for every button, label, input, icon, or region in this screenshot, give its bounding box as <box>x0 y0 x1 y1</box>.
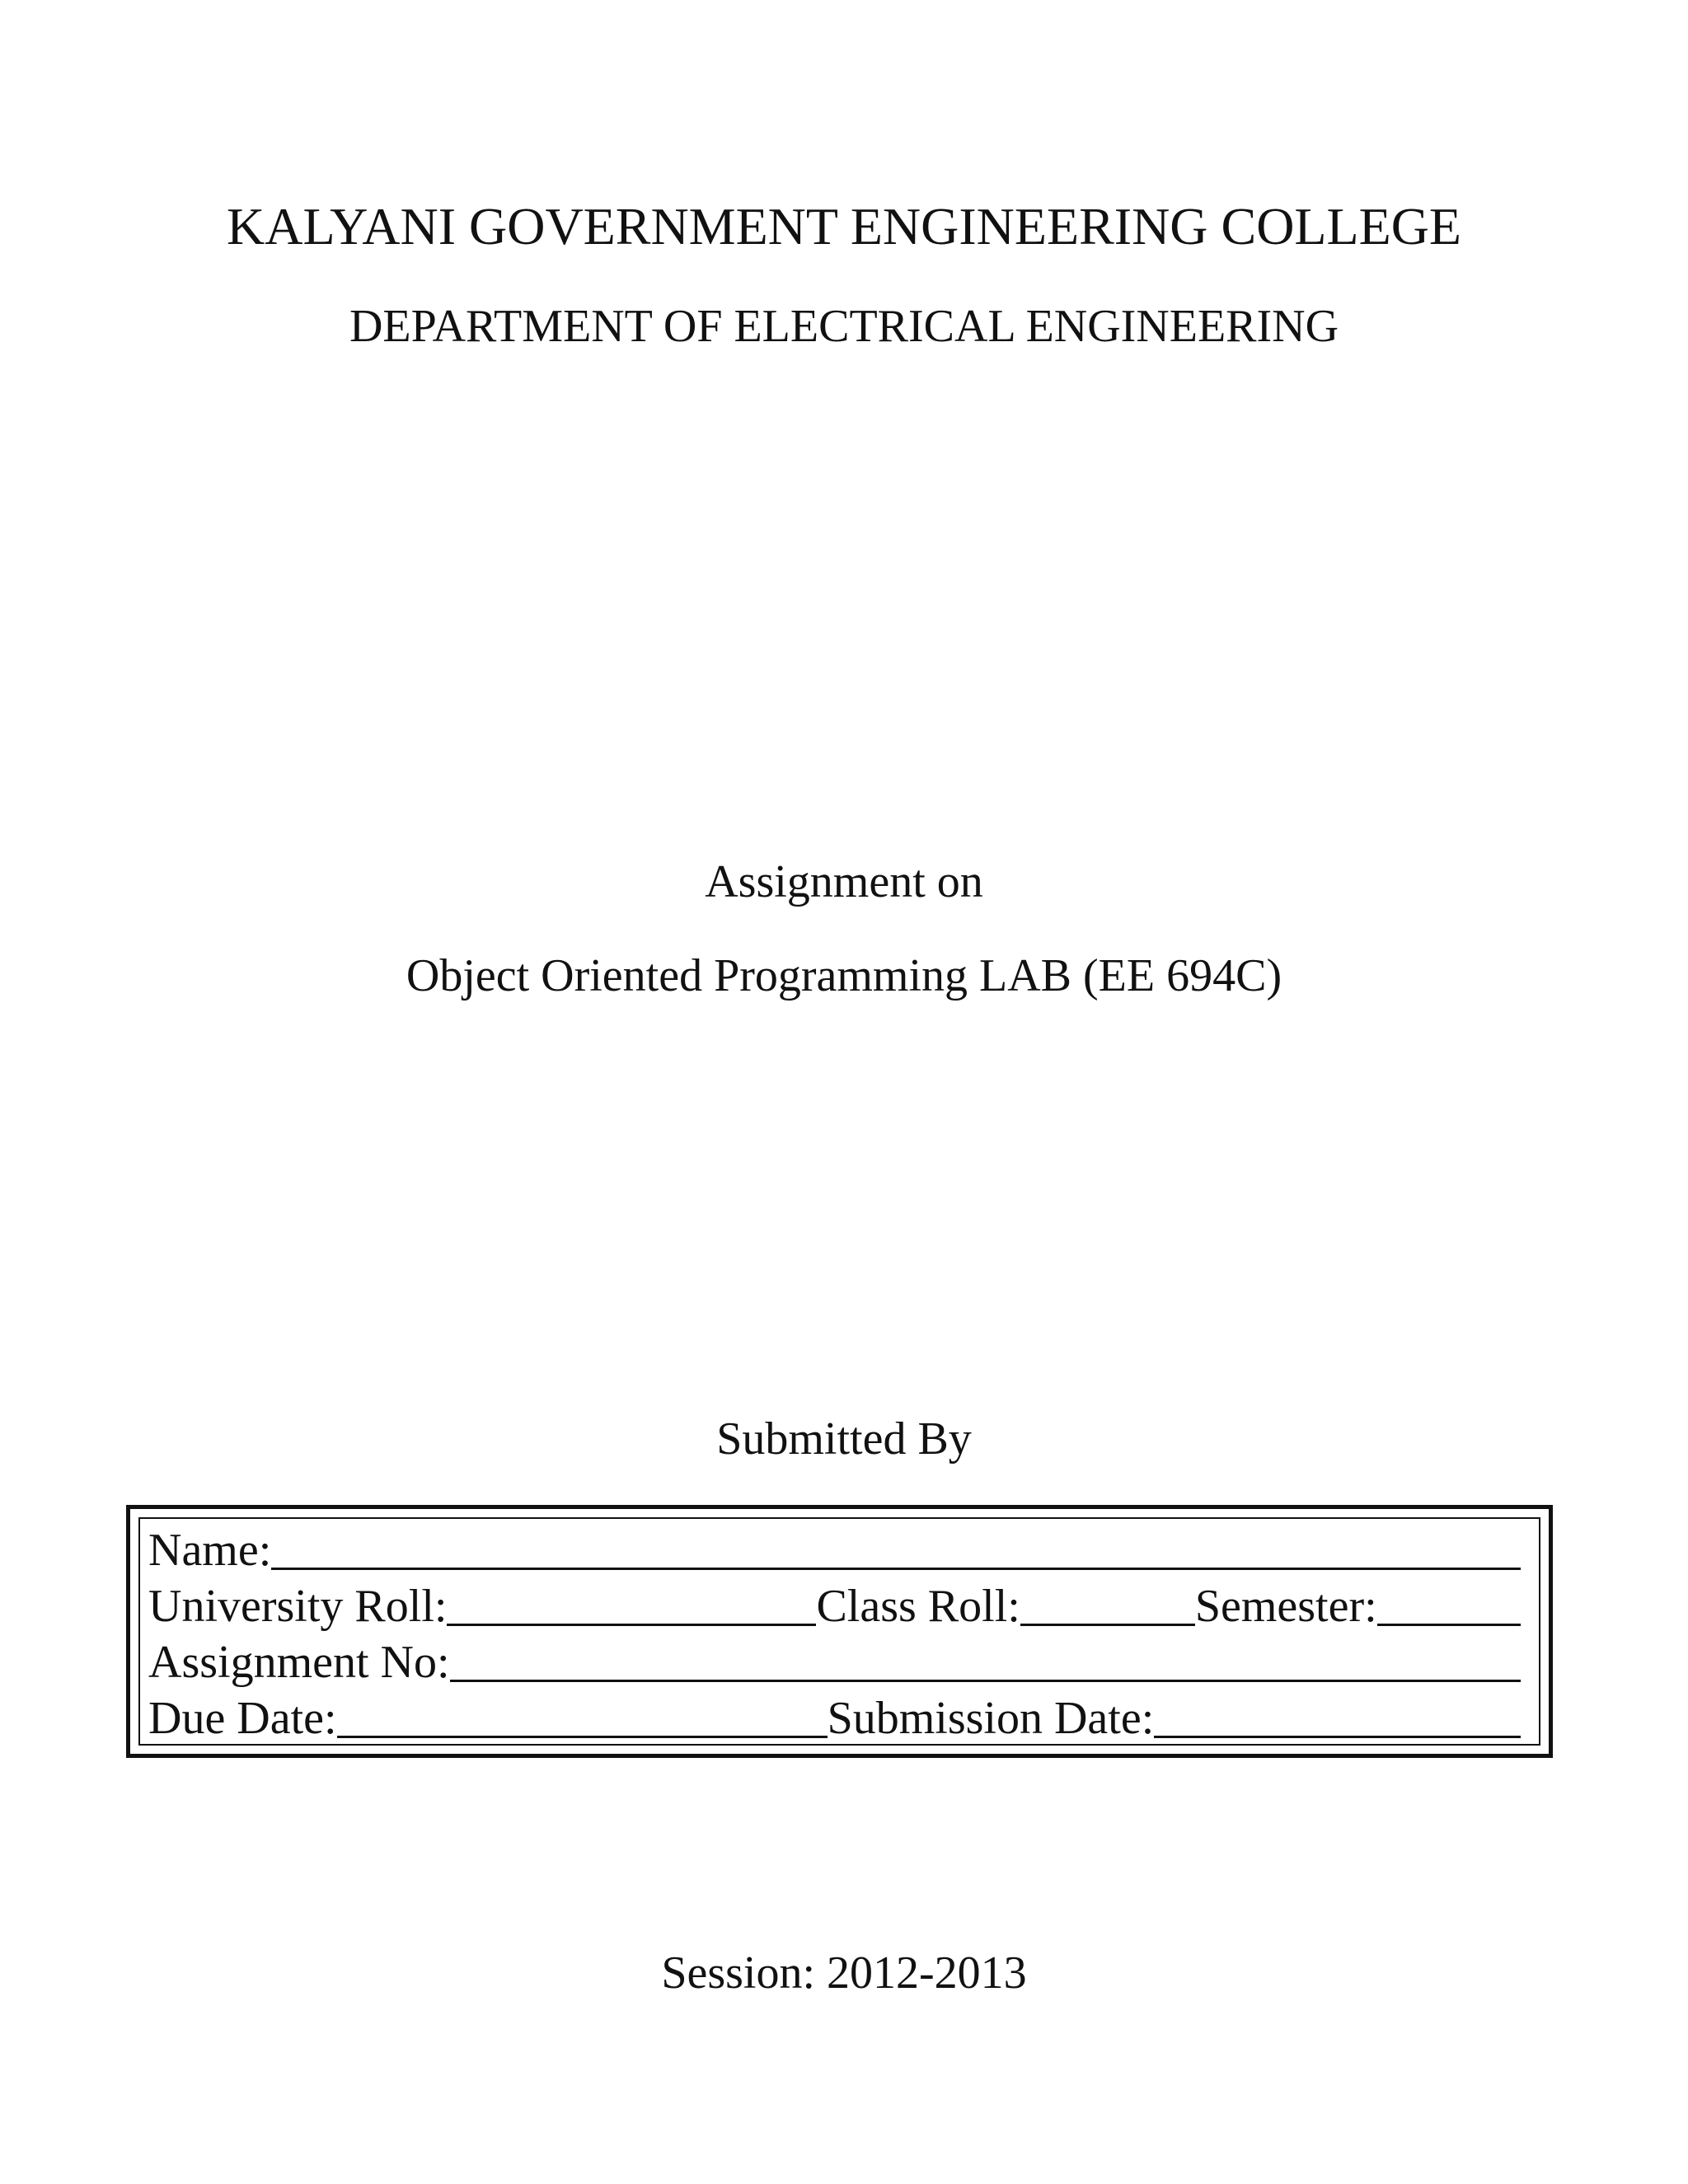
name-blank[interactable] <box>271 1568 1521 1570</box>
semester-label: Semester: <box>1194 1581 1377 1632</box>
student-details-inner-frame <box>138 1517 1540 1746</box>
department-name: DEPARTMENT OF ELECTRICAL ENGINEERING <box>349 301 1339 352</box>
submission-date-blank[interactable] <box>1154 1736 1521 1738</box>
name-label: Name: <box>148 1525 272 1576</box>
college-name: KALYANI GOVERNMENT ENGINEERING COLLEGE <box>227 197 1461 255</box>
university-roll-blank[interactable] <box>447 1624 816 1626</box>
session-text: Session: 2012-2013 <box>661 1947 1027 1999</box>
assignment-no-row <box>148 1631 1521 1688</box>
semester-blank[interactable] <box>1377 1624 1521 1626</box>
name-row <box>148 1519 1521 1576</box>
submission-date-label: Submission Date: <box>827 1693 1155 1744</box>
assignment-no-label: Assignment No: <box>148 1637 450 1688</box>
submitted-by-heading: Submitted By <box>716 1413 972 1465</box>
class-roll-blank[interactable] <box>1020 1624 1195 1626</box>
student-details-box <box>126 1505 1553 1758</box>
dates-row <box>148 1687 1521 1744</box>
course-title: Object Oriented Programming LAB (EE 694C) <box>406 950 1282 1001</box>
due-date-blank[interactable] <box>337 1736 828 1738</box>
university-roll-label: University Roll: <box>148 1581 448 1632</box>
assignment-intro: Assignment on <box>705 856 983 907</box>
assignment-no-blank[interactable] <box>450 1680 1521 1682</box>
due-date-label: Due Date: <box>148 1693 337 1744</box>
class-roll-label: Class Roll: <box>816 1581 1020 1632</box>
roll-row <box>148 1575 1521 1632</box>
